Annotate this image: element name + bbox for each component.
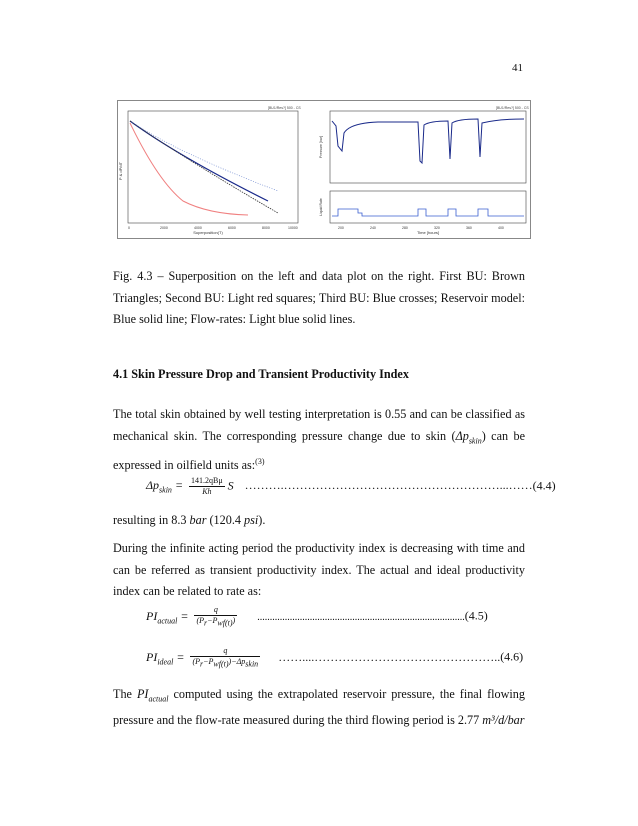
right-top-ylabel: Pressure [bar] xyxy=(319,136,323,158)
para1-pre: The total skin obtained by well testing interpretation is 0.55 and can be classified as mechanical skin. The corresponding pressure change due to skin ( xyxy=(113,407,525,443)
eq44-den: Kh xyxy=(202,487,212,496)
right-xtick: 240 xyxy=(370,226,376,230)
pi-actual-symbol: $PI_{actual}$ xyxy=(136,687,169,704)
eq45-num: q xyxy=(194,605,237,616)
result-unit-bar: bar xyxy=(189,513,207,527)
left-plot-header: [BU1/Res?] 500 - CS xyxy=(268,106,301,110)
last-post: computed using the extrapolated reservoir pressure, the final flowing pressure and the flow-rate measured during the third flowing period is 2.77 xyxy=(113,687,525,727)
para1-ref: (3) xyxy=(255,457,265,467)
paragraph-pi-actual xyxy=(113,684,525,731)
figure-graphic xyxy=(118,101,530,238)
result-mid: (120.4 xyxy=(209,513,241,527)
eq44-num: 141.2qBμ xyxy=(191,476,223,485)
result-pre: resulting in 8.3 xyxy=(113,513,187,527)
dp-skin-symbol: $\Delta p_{skin}$ xyxy=(455,428,482,445)
last-unit: m³/d/bar xyxy=(482,712,525,727)
right-xtick: 280 xyxy=(402,226,408,230)
eq44-lhs: $\Delta p_{skin}$ = xyxy=(146,478,184,495)
right-bottom-plot-frame xyxy=(330,191,526,223)
equation-4-5 xyxy=(146,605,488,629)
eq46-den: $(P_r-P_{wf(t)})-\Delta p_{skin}$ xyxy=(192,657,259,669)
equation-4-6 xyxy=(146,646,523,670)
eq44-fraction xyxy=(189,476,225,497)
eq46-fraction xyxy=(190,646,260,670)
eq45-dots: ................................................................................... xyxy=(257,611,465,623)
right-xlabel: Time [hours] xyxy=(416,230,440,235)
figure-4-3 xyxy=(117,100,531,239)
left-plot-xlabel: Superposition(T) xyxy=(193,230,223,235)
eq46-lhs: $PI_{ideal}$ = xyxy=(146,649,185,666)
left-xtick: 4000 xyxy=(194,226,202,230)
right-xtick: 200 xyxy=(338,226,344,230)
left-xtick: 8000 xyxy=(262,226,270,230)
right-xtick: 400 xyxy=(498,226,504,230)
left-xtick: 10000 xyxy=(288,226,298,230)
page-number: 41 xyxy=(512,62,523,74)
left-xtick: 6000 xyxy=(228,226,236,230)
eq46-num: q xyxy=(190,646,260,657)
left-xtick: 0 xyxy=(128,226,130,230)
equation-4-4 xyxy=(146,476,556,497)
para1-post: ) can be expressed in oilfield units as: xyxy=(113,428,525,473)
result-end: ). xyxy=(258,513,266,527)
right-bottom-ylabel: Liquid Rate xyxy=(319,198,323,216)
eq44-dots: ……….………………………………………………...…… xyxy=(244,478,533,493)
eq44-number: (4.4) xyxy=(532,478,556,493)
paragraph-transient-pi: During the infinite acting period the productivity index is decreasing with time and can be referred as transient productivity index. The actual and ideal productivity index can be related to rate as: xyxy=(113,541,525,598)
right-xtick: 320 xyxy=(434,226,440,230)
right-plot-header: [BU1/Res?] 500 - CS xyxy=(496,106,529,110)
right-top-plot-frame xyxy=(330,111,526,183)
eq45-number: (4.5) xyxy=(464,608,488,623)
figure-caption: Fig. 4.3 – Superposition on the left and data plot on the right. First BU: Brown Triangles; Second BU: Light red squares; Third BU: Blue crosses; Reservoir model: Blue solid line; Flow-rates: Light blue solid lines. xyxy=(113,269,525,326)
left-plot-frame xyxy=(128,111,298,223)
left-xtick: 2000 xyxy=(160,226,168,230)
result-line xyxy=(113,510,265,532)
eq45-den: $(P_r-P_{wf(t)})$ xyxy=(196,616,236,628)
eq46-number: (4.6) xyxy=(500,649,524,664)
eq45-lhs: $PI_{actual}$ = xyxy=(146,608,189,625)
left-plot-ylabel: P & dP/dT xyxy=(118,161,123,181)
eq45-fraction xyxy=(194,605,237,629)
eq44-s: S xyxy=(227,478,234,493)
right-xtick: 360 xyxy=(466,226,472,230)
section-heading: 4.1 Skin Pressure Drop and Transient Productivity Index xyxy=(113,367,409,381)
eq46-dots: ……....……………………………………….. xyxy=(278,649,501,664)
last-pre: The xyxy=(113,687,132,701)
paragraph-skin xyxy=(113,404,525,477)
result-unit-psi: psi xyxy=(244,513,259,527)
